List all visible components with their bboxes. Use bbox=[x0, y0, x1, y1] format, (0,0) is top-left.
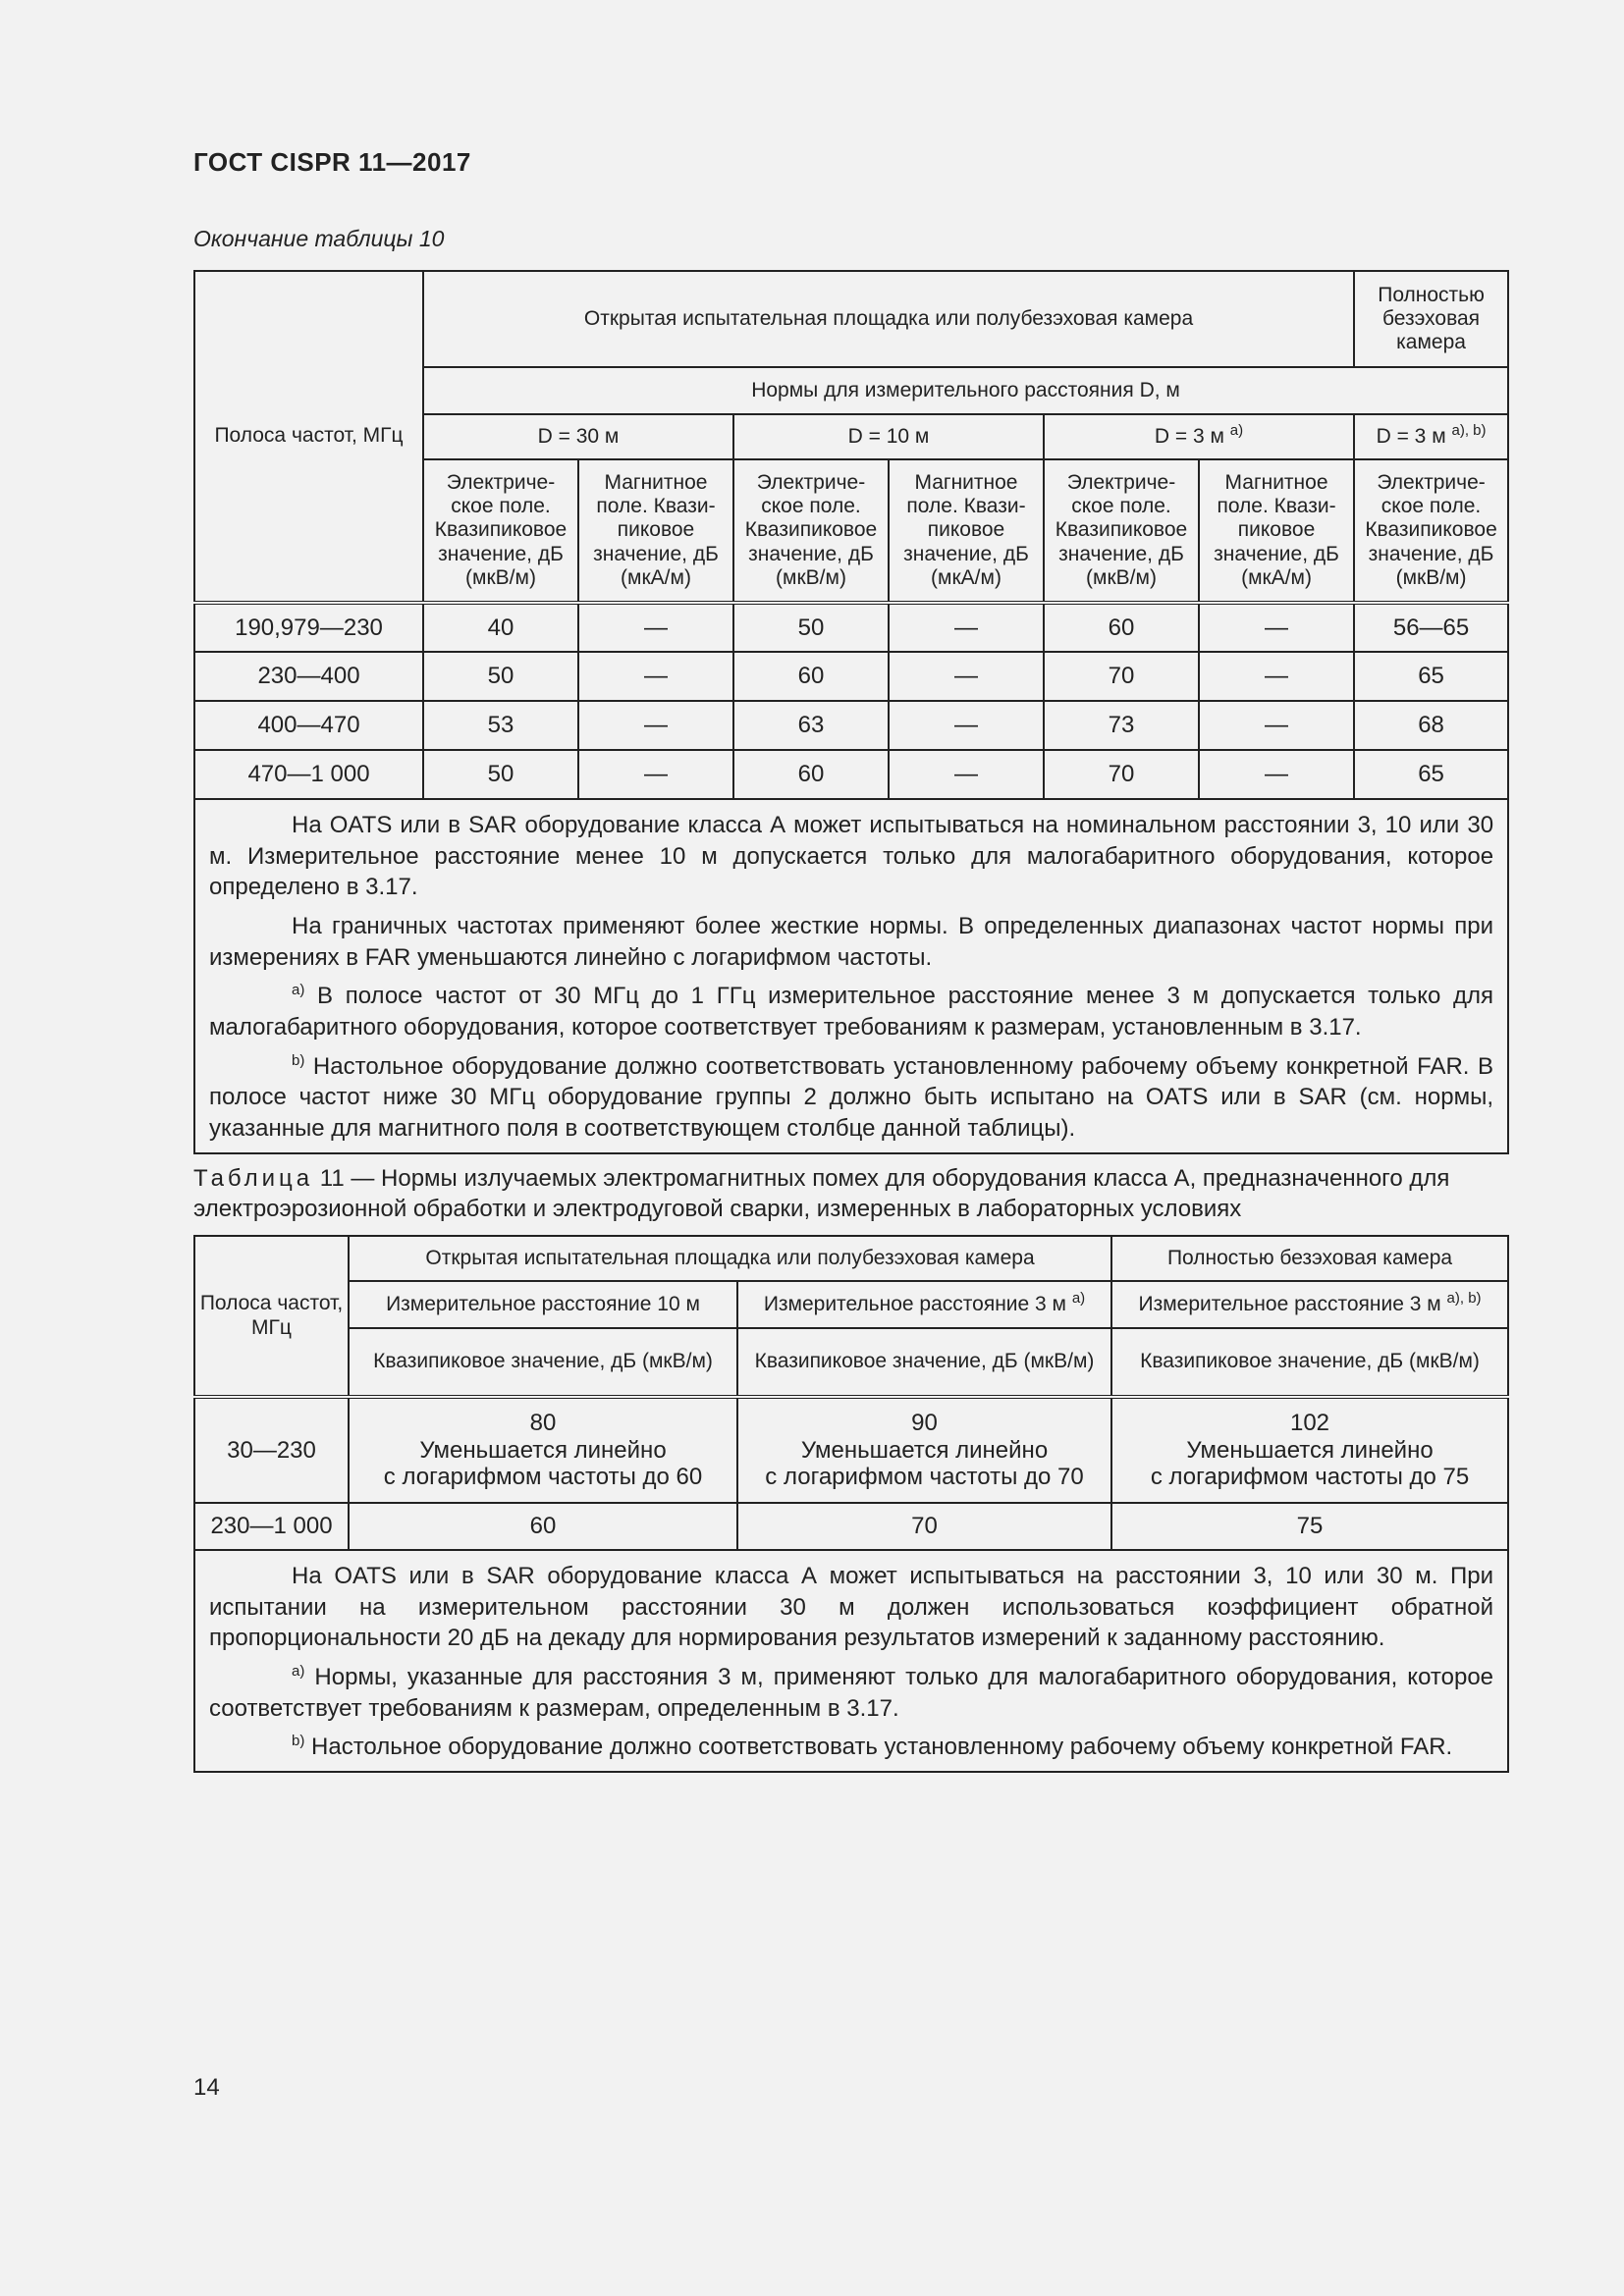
t10-cell: 50 bbox=[423, 750, 578, 799]
t11-footnote-b bbox=[209, 1732, 1493, 1763]
t11-cell bbox=[737, 1397, 1111, 1503]
t10-header-d3 bbox=[1044, 414, 1354, 459]
t10-cell: 60 bbox=[1044, 603, 1199, 652]
t11-cell-note: Уменьшается линейно bbox=[800, 1436, 1049, 1464]
t11-cell-note: с логарифмом частоты до 75 bbox=[1150, 1464, 1470, 1491]
table10 bbox=[193, 270, 1509, 1154]
table-row bbox=[194, 652, 1508, 701]
t11-cell-value: 90 bbox=[911, 1410, 938, 1437]
t10-header-d30: D = 30 м bbox=[423, 414, 733, 459]
t11-cell: 75 bbox=[1111, 1503, 1508, 1550]
table11-caption-text: 11 — Нормы излучаемых электромагнитных помех для оборудования класса А, предназначенного для электроэрозионной обработки и электродуговой сварки, измеренных в лабораторных условиях bbox=[193, 1165, 1450, 1223]
t10-header-far: Полностью безэховая камера bbox=[1354, 271, 1508, 367]
footnote-mark: а) bbox=[292, 1663, 305, 1681]
t10-cell: — bbox=[1199, 701, 1354, 750]
t10-cell-freq: 190,979—230 bbox=[194, 603, 423, 652]
t10-cell: 53 bbox=[423, 701, 578, 750]
footnote-text: Нормы, указанные для расстояния 3 м, применяют только для малогабаритного оборудования, которое соответствует требованиям к размерам, определенным в 3.17. bbox=[209, 1664, 1494, 1722]
t10-cell: 65 bbox=[1354, 652, 1508, 701]
footnote-text: В полосе частот от 30 МГц до 1 ГГц измерительное расстояние менее 3 м допускается только для малогабаритного оборудования, которое соответствует требованиям к размерам, установленным в 3.17. bbox=[209, 983, 1494, 1041]
t11-header-dist3far bbox=[1111, 1281, 1508, 1328]
page-number: 14 bbox=[193, 2074, 220, 2101]
table-row bbox=[194, 603, 1508, 652]
t10-cell: 70 bbox=[1044, 652, 1199, 701]
t10-header-norms: Нормы для измерительного расстояния D, м bbox=[423, 367, 1508, 414]
t10-cell: 65 bbox=[1354, 750, 1508, 799]
t10-note-p1: На OATS или в SAR оборудование класса А может испытываться на номинальном расстоянии 3, 10 или 30 м. Измерительное расстояние менее 10 м допускается только для малогабаритного оборудования, которое определено в 3.17. bbox=[209, 812, 1494, 901]
t10-cell: 60 bbox=[733, 750, 889, 799]
footnote-text: Настольное оборудование должно соответствовать установленному рабочему объему конкретной FAR. bbox=[304, 1734, 1453, 1761]
t10-note-p2: На граничных частотах применяют более жесткие нормы. В определенных диапазонах частот нормы при измерениях в FAR уменьшаются линейно с логарифмом частоты. bbox=[209, 913, 1494, 971]
footnote-text: Настольное оборудование должно соответствовать установленному рабочему объему конкретной FAR. В полосе частот ниже 30 МГц оборудование группы 2 должно быть испытано на OATS или в SAR (см. нормы, указанные для магнитного поля в соответствующем столбце данной таблицы). bbox=[209, 1052, 1494, 1143]
t10-sub-electric: Электриче-ское поле. Квазипиковое значение, дБ (мкВ/м) bbox=[733, 459, 889, 603]
table-row bbox=[194, 701, 1508, 750]
t10-cell-freq: 400—470 bbox=[194, 701, 423, 750]
t10-cell: 40 bbox=[423, 603, 578, 652]
t10-cell: — bbox=[889, 652, 1044, 701]
t10-cell: — bbox=[889, 603, 1044, 652]
t10-cell: 50 bbox=[733, 603, 889, 652]
t11-cell-freq: 30—230 bbox=[194, 1397, 349, 1503]
t10-sub-electric: Электриче-ское поле. Квазипиковое значение, дБ (мкВ/м) bbox=[1354, 459, 1508, 603]
t11-note-p1: На OATS или в SAR оборудование класса А может испытываться на расстоянии 3, 10 или 30 м. При испытании на измерительном расстоянии 30 м должен использоваться коэффициент обратной пропорциональности 20 дБ на декаду для нормирования результатов измерений к заданному расстоянию. bbox=[209, 1563, 1494, 1652]
t10-header-d10: D = 10 м bbox=[733, 414, 1044, 459]
t11-cell-note: с логарифмом частоты до 60 bbox=[383, 1464, 703, 1491]
t10-cell: 70 bbox=[1044, 750, 1199, 799]
t11-cell bbox=[1111, 1397, 1508, 1503]
table-row bbox=[194, 750, 1508, 799]
t11-header-dist10: Измерительное расстояние 10 м bbox=[349, 1281, 737, 1328]
footnote-mark: а) bbox=[292, 982, 305, 999]
t11-header-dist3far-text: Измерительное расстояние 3 м bbox=[1138, 1292, 1441, 1315]
t11-cell-value: 80 bbox=[529, 1410, 557, 1437]
footnote-mark: b) bbox=[292, 1051, 305, 1069]
t10-sub-electric: Электриче-ское поле. Квазипиковое значение, дБ (мкВ/м) bbox=[423, 459, 578, 603]
t11-notes bbox=[194, 1550, 1508, 1772]
t11-header-open-site: Открытая испытательная площадка или полубезэховая камера bbox=[349, 1236, 1111, 1281]
t10-footnote-a bbox=[209, 981, 1493, 1042]
t10-footnote-b bbox=[209, 1051, 1493, 1145]
t10-cell: — bbox=[578, 603, 733, 652]
t10-cell: 68 bbox=[1354, 701, 1508, 750]
t10-header-freq: Полоса частот, МГц bbox=[194, 271, 423, 603]
t10-footnote-mark: а) bbox=[1229, 421, 1244, 439]
t11-footnote-a bbox=[209, 1662, 1493, 1724]
t10-cell: — bbox=[578, 652, 733, 701]
t10-sub-electric: Электриче-ское поле. Квазипиковое значение, дБ (мкВ/м) bbox=[1044, 459, 1199, 603]
t10-cell: — bbox=[1199, 652, 1354, 701]
t10-header-d3far-text: D = 3 м bbox=[1376, 424, 1446, 448]
table11 bbox=[193, 1235, 1509, 1773]
t10-cell: 50 bbox=[423, 652, 578, 701]
t10-cell-freq: 230—400 bbox=[194, 652, 423, 701]
t10-cell: 73 bbox=[1044, 701, 1199, 750]
t10-cell: — bbox=[889, 701, 1044, 750]
t11-header-dist3 bbox=[737, 1281, 1111, 1328]
t11-cell-note: Уменьшается линейно bbox=[1186, 1436, 1434, 1464]
t10-header-d3-text: D = 3 м bbox=[1154, 424, 1224, 448]
t10-cell: — bbox=[578, 701, 733, 750]
t11-cell-value: 102 bbox=[1289, 1410, 1330, 1437]
t10-header-open-site: Открытая испытательная площадка или полубезэховая камера bbox=[423, 271, 1354, 367]
t11-header-dist3-text: Измерительное расстояние 3 м bbox=[763, 1292, 1066, 1315]
t11-sub-qp: Квазипиковое значение, дБ (мкВ/м) bbox=[737, 1328, 1111, 1397]
t10-sub-magnetic: Магнитное поле. Квази-пиковое значение, дБ (мкА/м) bbox=[578, 459, 733, 603]
t10-footnote-mark: а), b) bbox=[1451, 421, 1487, 439]
t10-sub-magnetic: Магнитное поле. Квази-пиковое значение, дБ (мкА/м) bbox=[1199, 459, 1354, 603]
t10-sub-magnetic: Магнитное поле. Квази-пиковое значение, дБ (мкА/м) bbox=[889, 459, 1044, 603]
t11-cell-note: Уменьшается линейно bbox=[419, 1436, 667, 1464]
t10-cell-freq: 470—1 000 bbox=[194, 750, 423, 799]
t11-sub-qp: Квазипиковое значение, дБ (мкВ/м) bbox=[349, 1328, 737, 1397]
t10-notes bbox=[194, 799, 1508, 1153]
t10-cell: 63 bbox=[733, 701, 889, 750]
t10-cell: 60 bbox=[733, 652, 889, 701]
footnote-mark: а), b) bbox=[1446, 1289, 1482, 1307]
table11-caption-label: Таблица bbox=[193, 1165, 314, 1192]
t11-cell bbox=[349, 1397, 737, 1503]
t10-cell: — bbox=[889, 750, 1044, 799]
table11-caption bbox=[193, 1163, 1509, 1224]
t10-cell: — bbox=[1199, 603, 1354, 652]
standard-title: ГОСТ CISPR 11—2017 bbox=[193, 147, 471, 177]
t10-cell: 56—65 bbox=[1354, 603, 1508, 652]
t11-sub-qp-far: Квазипиковое значение, дБ (мкВ/м) bbox=[1111, 1328, 1508, 1397]
t10-header-d3far bbox=[1354, 414, 1508, 459]
t10-cell: — bbox=[1199, 750, 1354, 799]
t11-cell-note: с логарифмом частоты до 70 bbox=[765, 1464, 1084, 1491]
t11-cell: 60 bbox=[349, 1503, 737, 1550]
t11-header-freq: Полоса частот, МГц bbox=[194, 1236, 349, 1397]
footnote-mark: b) bbox=[292, 1733, 305, 1750]
table-row bbox=[194, 1503, 1508, 1550]
t11-cell: 70 bbox=[737, 1503, 1111, 1550]
footnote-mark: а) bbox=[1071, 1289, 1086, 1307]
t11-cell-freq: 230—1 000 bbox=[194, 1503, 349, 1550]
t10-cell: — bbox=[578, 750, 733, 799]
table-row bbox=[194, 1397, 1508, 1503]
t11-header-far: Полностью безэховая камера bbox=[1111, 1236, 1508, 1281]
table10-caption: Окончание таблицы 10 bbox=[193, 226, 445, 251]
